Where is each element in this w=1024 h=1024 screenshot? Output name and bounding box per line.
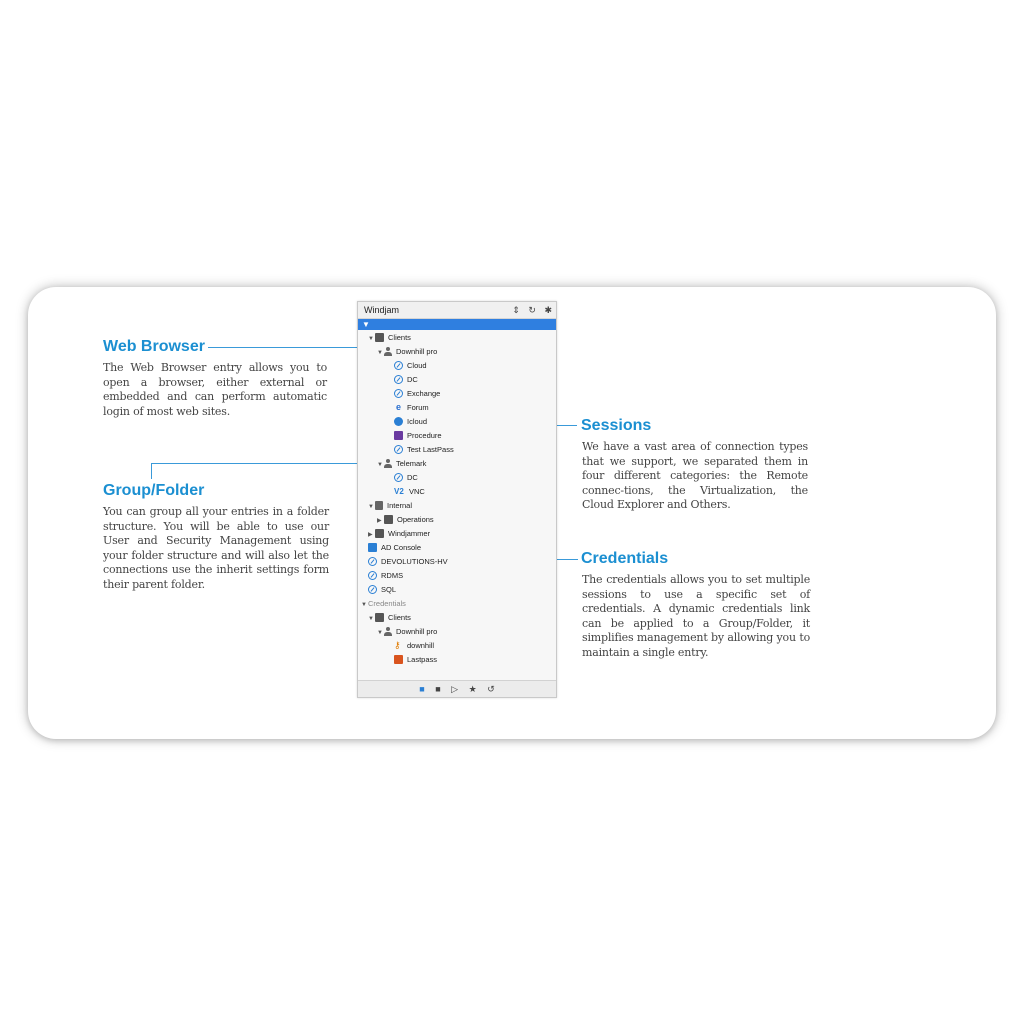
user-icon bbox=[384, 627, 392, 636]
remote-desktop-icon bbox=[368, 557, 377, 566]
tree-item[interactable] bbox=[368, 541, 421, 555]
tree-item-label: Procedure bbox=[407, 431, 442, 440]
tree-item[interactable] bbox=[394, 359, 427, 373]
tree-item[interactable] bbox=[394, 429, 442, 443]
tree-item-label: DEVOLUTIONS-HV bbox=[381, 557, 448, 566]
credentials-heading: Credentials bbox=[581, 550, 669, 567]
user-icon bbox=[384, 347, 392, 356]
tree-item-label: Exchange bbox=[407, 389, 441, 398]
web-browser-icon bbox=[394, 361, 403, 370]
key-icon: ⚷ bbox=[394, 639, 401, 650]
tree-item[interactable] bbox=[394, 387, 440, 401]
tree-item-label: Credentials bbox=[368, 599, 406, 608]
expand-arrow-icon[interactable]: ▶ bbox=[368, 532, 373, 538]
folder-icon bbox=[384, 515, 393, 524]
tree-item[interactable] bbox=[394, 373, 418, 387]
tree-item[interactable] bbox=[377, 345, 437, 359]
tree-item-label: Lastpass bbox=[407, 655, 438, 664]
tree-item[interactable] bbox=[394, 639, 434, 653]
tree-item[interactable] bbox=[394, 653, 437, 667]
bottom-toolbar bbox=[358, 680, 556, 697]
tree-item[interactable] bbox=[394, 401, 429, 415]
tree-item-label: Forum bbox=[407, 403, 429, 412]
folder-icon bbox=[375, 333, 384, 342]
navigation-folder-icon[interactable]: ■ bbox=[419, 684, 425, 694]
tree-item[interactable] bbox=[377, 513, 434, 527]
globe-icon bbox=[394, 417, 403, 426]
remote-desktop-icon bbox=[394, 473, 403, 482]
refresh-icon[interactable]: ↻ bbox=[528, 305, 536, 315]
tree-item[interactable] bbox=[377, 457, 426, 471]
tree-item-label: VNC bbox=[409, 487, 425, 496]
folder-icon bbox=[375, 613, 384, 622]
tree-item-label: Clients bbox=[388, 613, 411, 622]
collapse-arrow-icon[interactable]: ▼ bbox=[377, 462, 383, 468]
web-browser-description: The Web Browser entry allows you to open a browser, either external or embedded and can perform automatic login of most web sites. bbox=[103, 361, 327, 418]
tree-item-label: downhill bbox=[407, 641, 435, 650]
favorites-star-icon[interactable]: ★ bbox=[468, 684, 477, 694]
tree-item[interactable] bbox=[394, 443, 454, 457]
web-browser-heading: Web Browser bbox=[103, 338, 205, 355]
sessions-heading: Sessions bbox=[581, 417, 652, 434]
tree-item-label: Windjammer bbox=[388, 529, 431, 538]
expand-arrow-icon[interactable]: ▶ bbox=[377, 518, 382, 524]
document-icon bbox=[394, 431, 403, 440]
remote-desktop-icon bbox=[394, 375, 403, 384]
tree-item[interactable] bbox=[368, 499, 412, 513]
tree-item-label: Clients bbox=[388, 333, 411, 342]
tree-item-label: DC bbox=[407, 473, 418, 482]
window-titlebar bbox=[358, 302, 556, 319]
data-source-name[interactable]: Windjam bbox=[364, 305, 400, 315]
tree-item-label: DC bbox=[407, 375, 418, 384]
group-folder-heading: Group/Folder bbox=[103, 482, 205, 499]
tree-item[interactable] bbox=[368, 611, 411, 625]
collapse-arrow-icon[interactable]: ▼ bbox=[361, 602, 367, 608]
web-browser-connector bbox=[208, 347, 368, 348]
tree-item[interactable] bbox=[394, 471, 418, 485]
sessions-description: We have a vast area of connection types that we support, we separated them in four different categories: the Remote connec-tions, the Virtualization, the Cloud Explorer and Others. bbox=[582, 440, 808, 511]
group-folder-connector-vertical bbox=[151, 463, 152, 479]
tree-item-label: Cloud bbox=[407, 361, 427, 370]
history-icon[interactable]: ↺ bbox=[487, 684, 495, 694]
building-icon bbox=[375, 501, 383, 510]
ad-console-icon bbox=[368, 543, 377, 552]
remote-desktop-icon bbox=[394, 445, 403, 454]
app-window bbox=[357, 301, 557, 698]
user-icon bbox=[384, 459, 392, 468]
tree-item[interactable] bbox=[368, 331, 411, 345]
tree-item-label: Internal bbox=[387, 501, 413, 510]
tree-item[interactable] bbox=[394, 415, 427, 429]
tree-item-label: Telemark bbox=[396, 459, 427, 468]
tree-item-label: Icloud bbox=[407, 417, 428, 426]
group-folder-connector bbox=[151, 463, 367, 464]
vnc-icon: V2 bbox=[394, 486, 404, 496]
selected-root-row[interactable]: ▼ bbox=[358, 319, 556, 330]
tree-item[interactable] bbox=[368, 569, 403, 583]
tree-item[interactable] bbox=[377, 625, 437, 639]
tree-item[interactable] bbox=[368, 555, 448, 569]
folder-icon bbox=[375, 529, 384, 538]
remote-desktop-icon bbox=[368, 571, 377, 580]
up-down-icon[interactable]: ⇕ bbox=[512, 305, 520, 315]
tree-item-label: SQL bbox=[381, 585, 397, 594]
collapse-arrow-icon[interactable]: ▼ bbox=[368, 616, 374, 622]
gear-icon[interactable]: ✱ bbox=[544, 305, 552, 315]
tree-item[interactable] bbox=[368, 583, 396, 597]
tree-item-label: Test LastPass bbox=[407, 445, 454, 454]
briefcase-icon[interactable]: ■ bbox=[435, 684, 441, 694]
collapse-arrow-icon[interactable]: ▼ bbox=[377, 630, 383, 636]
collapse-arrow-icon[interactable]: ▼ bbox=[368, 336, 374, 342]
lastpass-icon bbox=[394, 655, 403, 664]
tree-item[interactable] bbox=[368, 527, 430, 541]
tree-item[interactable] bbox=[394, 485, 425, 499]
tree-item-label: Downhill pro bbox=[396, 627, 438, 636]
tree-item-label: Downhill pro bbox=[396, 347, 438, 356]
tree-category[interactable] bbox=[361, 597, 406, 611]
tree-item-label: Operations bbox=[397, 515, 434, 524]
tree-item-label: AD Console bbox=[381, 543, 422, 552]
play-icon[interactable]: ▷ bbox=[451, 684, 459, 694]
remote-desktop-icon bbox=[368, 585, 377, 594]
credentials-description: The credentials allows you to set multiple sessions to use a specific set of credentials. A dynamic credentials link can be applied to a Group/Folder, it simplifies management by allowing you to maintain a single entry. bbox=[582, 573, 810, 659]
collapse-arrow-icon[interactable]: ▼ bbox=[368, 504, 374, 510]
tree-item-label: RDMS bbox=[381, 571, 404, 580]
collapse-arrow-icon[interactable]: ▼ bbox=[377, 350, 383, 356]
group-folder-description: You can group all your entries in a folder structure. You will be able to use our User and Security Management using your folder structure and will also let the connections use the inherit settings form their parent folder. bbox=[103, 505, 329, 591]
remote-desktop-icon bbox=[394, 389, 403, 398]
internet-explorer-icon: e bbox=[395, 401, 401, 412]
